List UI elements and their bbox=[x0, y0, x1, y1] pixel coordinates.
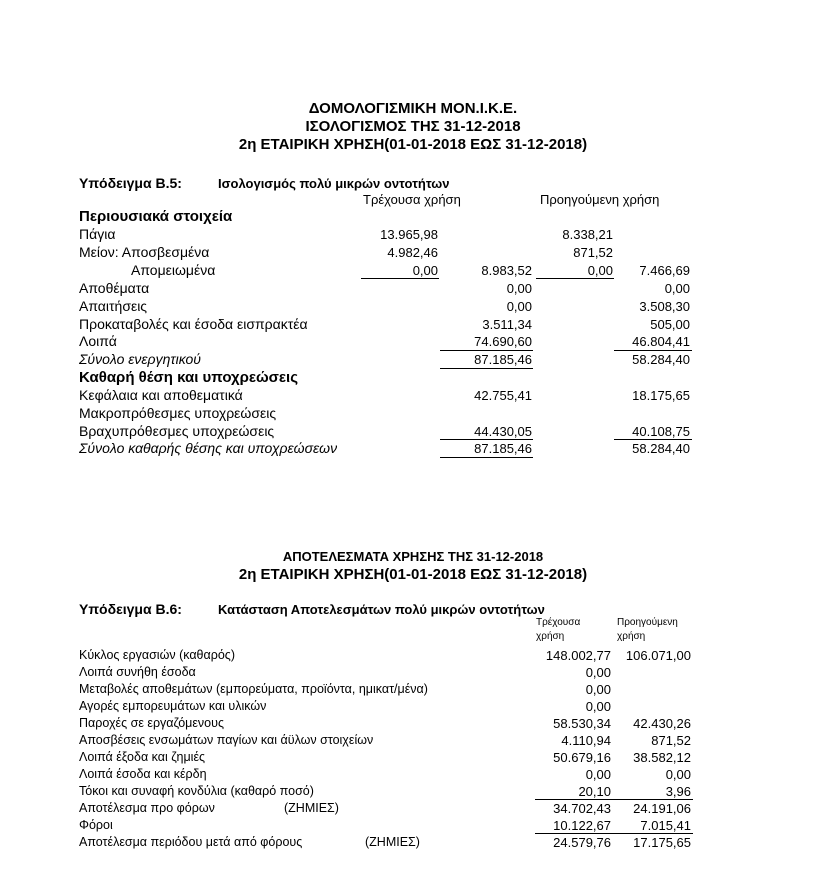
row-label-total-assets: Σύνολο ενεργητικού bbox=[79, 351, 202, 367]
is-value-current: 24.579,76 bbox=[553, 835, 611, 850]
value-capital-previous: 18.175,65 bbox=[632, 388, 690, 403]
is-row-label: Αποσβέσεις ενσωμάτων παγίων και άϋλων στοιχείων bbox=[79, 733, 374, 747]
col-current-line1: Τρέχουσα bbox=[536, 617, 581, 628]
value-receivables-previous: 3.508,30 bbox=[639, 299, 690, 314]
value-fixed-previous: 8.338,21 bbox=[562, 227, 613, 242]
value-other-previous: 46.804,41 bbox=[632, 334, 690, 349]
is-value-previous: 3,96 bbox=[665, 784, 691, 799]
row-label-fixed-assets: Πάγια bbox=[79, 226, 116, 242]
col-previous-line1: Προηγούμενη bbox=[617, 617, 678, 628]
is-row-label: Λοιπά έξοδα και ζημιές bbox=[79, 750, 206, 764]
rule-impaired-current bbox=[361, 278, 439, 279]
template-name-b5: Ισολογισμός πολύ μικρών οντοτήτων bbox=[218, 176, 450, 191]
is-value-current: 50.679,16 bbox=[553, 750, 611, 765]
is-value-current: 20,10 bbox=[578, 784, 611, 799]
is-value-previous: 38.582,12 bbox=[633, 750, 691, 765]
row-label-depreciated: Μείον: Αποσβεσμένα bbox=[79, 244, 210, 260]
is-value-previous: 42.430,26 bbox=[633, 716, 691, 731]
is-value-previous: 0,00 bbox=[665, 767, 691, 782]
is-row-note: (ΖΗΜΙΕΣ) bbox=[284, 801, 339, 815]
value-short-term-current: 44.430,05 bbox=[474, 424, 532, 439]
is-row-note: (ΖΗΜΙΕΣ) bbox=[365, 835, 420, 849]
is-value-previous: 106.071,00 bbox=[625, 648, 691, 663]
equity-liabilities-heading: Καθαρή θέση και υποχρεώσεις bbox=[79, 369, 299, 386]
row-label-other: Λοιπά bbox=[79, 333, 117, 349]
row-label-impaired: Απομειωμένα bbox=[131, 262, 216, 278]
is-row-label: Αποτέλεσμα προ φόρων bbox=[79, 801, 215, 815]
is-row-label: Λοιπά συνήθη έσοδα bbox=[79, 665, 196, 679]
is-row-label: Φόροι bbox=[79, 818, 113, 832]
is-value-current: 0,00 bbox=[585, 665, 611, 680]
is-value-previous: 7.015,41 bbox=[640, 818, 691, 833]
is-row-label: Λοιπά έσοδα και κέρδη bbox=[79, 767, 207, 781]
is-value-current: 58.530,34 bbox=[553, 716, 611, 731]
rule-impaired-previous bbox=[536, 278, 614, 279]
is-value-current: 0,00 bbox=[585, 767, 611, 782]
template-name-b6: Κατάσταση Αποτελεσμάτων πολύ μικρών οντοτήτων bbox=[218, 602, 545, 617]
row-label-prepayments: Προκαταβολές και έσοδα εισπρακτέα bbox=[79, 316, 308, 332]
is-value-previous: 871,52 bbox=[651, 733, 691, 748]
rule-total-assets-current bbox=[440, 368, 533, 369]
value-net-fixed-current: 8.983,52 bbox=[481, 263, 532, 278]
is-value-previous: 17.175,65 bbox=[633, 835, 691, 850]
balance-sheet-title: ΙΣΟΛΟΓΙΣΜΟΣ ΤΗΣ 31-12-2018 bbox=[305, 118, 521, 135]
row-label-inventory: Αποθέματα bbox=[79, 280, 150, 296]
is-value-current: 0,00 bbox=[585, 682, 611, 697]
row-label-total-equity-liabilities: Σύνολο καθαρής θέσης και υποχρεώσεων bbox=[79, 440, 338, 456]
value-total-equity-current: 87.185,46 bbox=[474, 441, 532, 456]
row-label-long-term-liabilities: Μακροπρόθεσμες υποχρεώσεις bbox=[79, 405, 277, 421]
is-value-current: 4.110,94 bbox=[561, 733, 611, 748]
value-net-fixed-previous: 7.466,69 bbox=[639, 263, 690, 278]
is-row-label: Αποτέλεσμα περιόδου μετά από φόρους bbox=[79, 835, 303, 849]
is-value-current: 148.002,77 bbox=[545, 648, 611, 663]
value-short-term-previous: 40.108,75 bbox=[632, 424, 690, 439]
value-total-assets-previous: 58.284,40 bbox=[632, 352, 690, 367]
is-row-label: Αγορές εμπορευμάτων και υλικών bbox=[79, 699, 267, 713]
value-capital-current: 42.755,41 bbox=[474, 388, 532, 403]
template-code-b5: Υπόδειγμα Β.5: bbox=[79, 175, 182, 191]
value-receivables-current: 0,00 bbox=[506, 299, 532, 314]
is-value-current: 0,00 bbox=[585, 699, 611, 714]
value-inventory-current: 0,00 bbox=[506, 281, 532, 296]
col-previous-year: Προηγούμενη χρήση bbox=[540, 192, 660, 207]
row-label-capital: Κεφάλαια και αποθεματικά bbox=[79, 387, 243, 403]
value-other-current: 74.690,60 bbox=[474, 334, 532, 349]
income-statement-title: ΑΠΟΤΕΛΕΣΜΑΤΑ ΧΡΗΣΗΣ ΤΗΣ 31-12-2018 bbox=[282, 549, 544, 564]
is-row-label: Μεταβολές αποθεμάτων (εμπορεύματα, προϊόντα, ημικατ/μένα) bbox=[79, 682, 428, 696]
assets-heading: Περιουσιακά στοιχεία bbox=[79, 208, 233, 225]
value-inventory-previous: 0,00 bbox=[664, 281, 690, 296]
col-current-year: Τρέχουσα χρήση bbox=[363, 192, 461, 207]
is-value-previous: 24.191,06 bbox=[633, 801, 691, 816]
template-code-b6: Υπόδειγμα Β.6: bbox=[79, 601, 182, 617]
value-total-equity-previous: 58.284,40 bbox=[632, 441, 690, 456]
row-label-receivables: Απαιτήσεις bbox=[79, 298, 148, 314]
is-row-label: Κύκλος εργασιών (καθαρός) bbox=[79, 648, 235, 662]
value-depreciated-current: 4.982,46 bbox=[387, 245, 438, 260]
is-value-current: 10.122,67 bbox=[553, 818, 611, 833]
company-name: ΔΟΜΟΛΟΓΙΣΜΙΚΗ ΜΟΝ.Ι.Κ.Ε. bbox=[308, 100, 518, 117]
is-row-label: Τόκοι και συναφή κονδύλια (καθαρό ποσό) bbox=[79, 784, 314, 798]
income-statement-period: 2η ΕΤΑΙΡΙΚΗ ΧΡΗΣΗ(01-01-2018 ΕΩΣ 31-12-2018) bbox=[238, 566, 588, 583]
value-prepayments-current: 3.511,34 bbox=[482, 317, 532, 332]
balance-sheet-period: 2η ΕΤΑΙΡΙΚΗ ΧΡΗΣΗ(01-01-2018 ΕΩΣ 31-12-2018) bbox=[238, 136, 588, 153]
is-row-label: Παροχές σε εργαζόμενους bbox=[79, 716, 224, 730]
col-previous-line2: χρήση bbox=[617, 631, 646, 642]
row-label-short-term-liabilities: Βραχυπρόθεσμες υποχρεώσεις bbox=[79, 423, 275, 439]
value-prepayments-previous: 505,00 bbox=[650, 317, 690, 332]
value-impaired-previous: 0,00 bbox=[587, 263, 613, 278]
value-fixed-current: 13.965,98 bbox=[380, 227, 438, 242]
is-value-current: 34.702,43 bbox=[553, 801, 611, 816]
value-impaired-current: 0,00 bbox=[412, 263, 438, 278]
value-depreciated-previous: 871,52 bbox=[573, 245, 613, 260]
col-current-line2: χρήση bbox=[536, 631, 565, 642]
rule-total-equity-current bbox=[440, 457, 533, 458]
value-total-assets-current: 87.185,46 bbox=[474, 352, 532, 367]
